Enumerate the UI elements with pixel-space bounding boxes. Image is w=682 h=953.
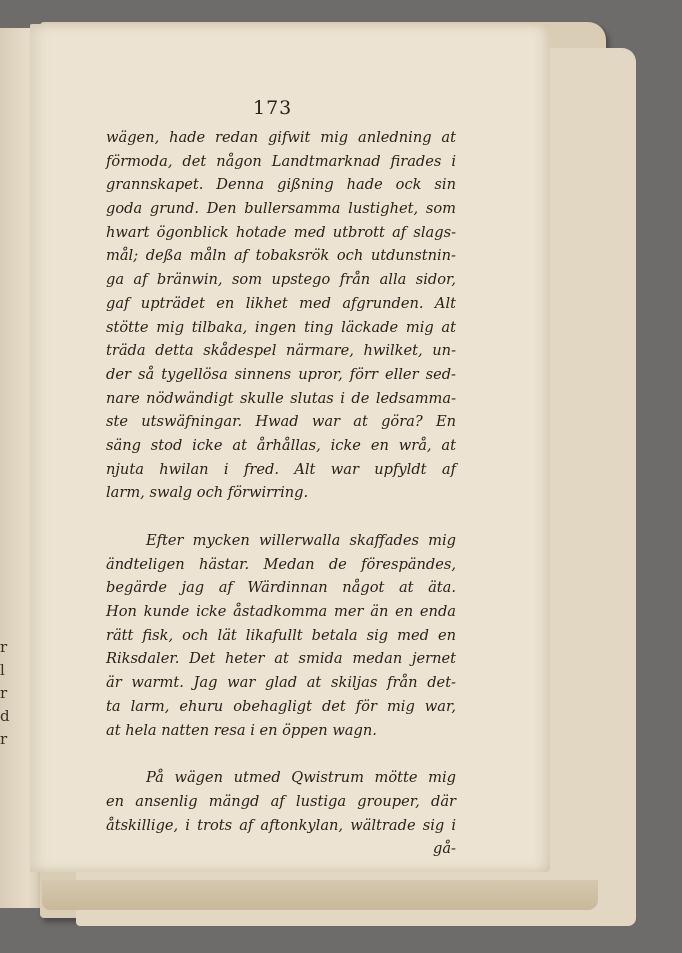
left-margin-char: r — [0, 638, 8, 656]
page-bottom-edge — [42, 880, 598, 910]
text-line: grannskapet. Denna gißning hade ock sin — [106, 176, 456, 194]
text-line: gaf upträdet en likhet med afgrunden. Alt — [106, 294, 456, 312]
text-line: wägen, hade redan gifwit mig anledning at — [106, 129, 456, 146]
text-line: På wägen utmed Qwistrum mötte mig — [146, 769, 456, 787]
text-line: njuta hwilan i fred. Alt war upfyldt af — [106, 460, 456, 478]
text-line: der så tygellösa sinnens upror, förr eller sed- — [106, 365, 456, 383]
paragraph — [106, 529, 456, 742]
text-line: Hon kunde icke åstadkomma mer än en enda — [106, 603, 456, 621]
text-line: stötte mig tilbaka, ingen ting läckade mig at — [106, 318, 456, 336]
text-line: säng stod icke at århållas, icke en wrå, at — [106, 436, 456, 454]
text-line: åtskillige, i trots af aftonkylan, wältrade sig i — [106, 816, 456, 834]
text-line: är warmt. Jag war glad at skiljas från det- — [106, 674, 456, 692]
left-margin-char: r — [0, 730, 8, 748]
text-line: Riksdaler. Det heter at smida medan jernet — [106, 650, 456, 668]
left-margin-char: l — [0, 661, 5, 679]
text-line: begärde jag af Wärdinnan något at äta. — [106, 579, 456, 597]
text-line: ta larm, ehuru obehagligt det för mig war, — [106, 697, 456, 715]
text-line: träda detta skådespel närmare, hwilket, un- — [106, 342, 456, 360]
paragraph-gap — [106, 505, 456, 529]
text-line: ste utswäfningar. Hwad war at göra? En — [106, 413, 456, 431]
text-line: förmoda, det någon Landtmarknad firades i — [106, 152, 456, 170]
catchword: gå- — [433, 840, 456, 858]
text-line: at hela natten resa i en öppen wagn. — [106, 721, 377, 739]
left-page-margin-text — [0, 636, 16, 751]
text-line: ändteligen hästar. Medan de förespändes, — [106, 555, 456, 573]
text-line: hwart ögonblick hotade med utbrott af slags- — [106, 223, 456, 241]
text-line: larm, swalg och förwirring. — [106, 484, 309, 502]
left-margin-char: d — [0, 707, 10, 725]
text-line: nare nödwändigt skulle slutas i de ledsamma- — [106, 389, 456, 407]
text-line: rätt fisk, och lät likafullt betala sig med en — [106, 626, 456, 644]
paragraph — [106, 766, 456, 861]
paragraph — [106, 126, 456, 505]
text-line: ga af bränwin, som upstego från alla sidor, — [106, 271, 456, 289]
page-number: 173 — [253, 97, 293, 119]
text-line: mål; deßa måln af tobaksrök och utdunstnin- — [106, 247, 456, 265]
left-margin-char: r — [0, 684, 8, 702]
text-line: Efter mycken willerwalla skaffades mig — [146, 532, 456, 549]
text-line: en ansenlig mängd af lustiga grouper, där — [106, 792, 456, 810]
page-text — [106, 126, 456, 861]
text-line: goda grund. Den bullersamma lustighet, som — [106, 200, 456, 218]
paragraph-gap — [106, 742, 456, 766]
